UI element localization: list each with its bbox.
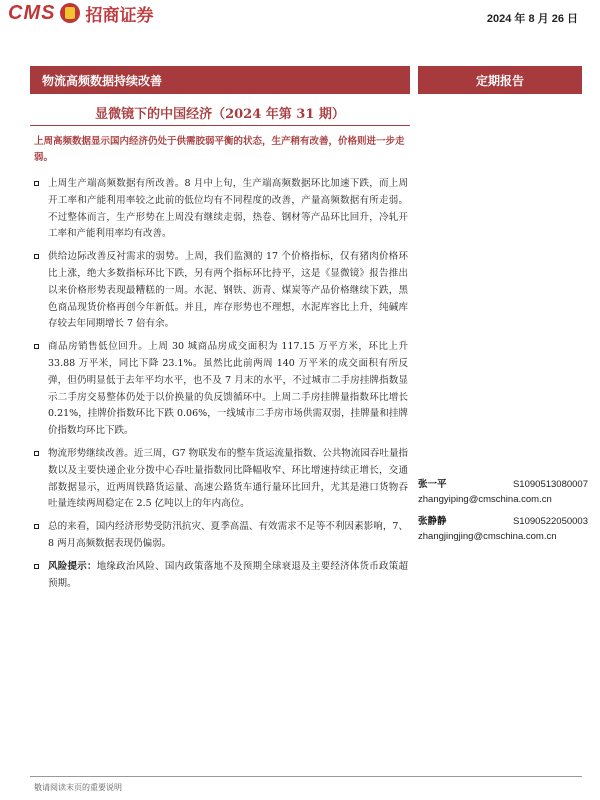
bullet-item <box>32 176 408 243</box>
analyst-card <box>418 478 588 507</box>
report-title: 显微镜下的中国经济（2024 年第 31 期） <box>95 107 345 122</box>
logo-mark-icon <box>60 3 80 23</box>
analyst-name: 张静静 <box>418 516 447 527</box>
report-date: 2024 年 8 月 26 日 <box>486 13 578 25</box>
analyst-cert-id: S1090522050003 <box>512 516 588 527</box>
title-divider <box>30 125 410 126</box>
square-bullet-icon <box>34 254 39 259</box>
bullet-text: 总的来看，国内经济形势受防汛抗灾、夏季高温、有效需求不足等不利因素影响，7、8 两月高频数据表现仍偏弱。 <box>48 521 408 549</box>
square-bullet-icon <box>34 181 39 186</box>
analyst-email[interactable]: zhangjingjing@cmschina.com.cn <box>418 531 557 542</box>
footer-note: 敬请阅读末页的重要说明 <box>34 783 122 792</box>
summary-paragraph: 上周高频数据显示国内经济仍处于供需胶弱平衡的状态，生产稍有改善，价格则进一步走弱。 <box>34 136 405 163</box>
bullet-text: 上周生产端高频数据有所改善。8 月中上旬，生产端高频数据环比加速下跌，而上周开工率和产能利用率较之此前的低位均有不同程度的改善，产量高频数据有所走弱。不过整体而言，生产形势在上周没有继续走弱，热卷、钢材等产品环比回升，冷轧开工率和产能利用率均有改善。 <box>48 178 408 240</box>
analyst-card <box>418 515 588 544</box>
square-bullet-icon <box>34 344 39 349</box>
bullet-item <box>32 446 408 513</box>
brand-logo <box>8 0 153 26</box>
footer-divider <box>30 776 582 777</box>
risk-warning-text: 地缘政治风险、国内政策落地不及预期全球衰退及主要经济体货币政策超预期。 <box>48 560 408 589</box>
report-type-header <box>418 66 582 94</box>
report-type: 定期报告 <box>475 73 524 88</box>
analyst-cert-id: S1090513080007 <box>512 479 588 490</box>
square-bullet-icon <box>34 564 39 569</box>
analyst-name: 张一平 <box>418 479 447 490</box>
logo-latin: CMS <box>8 1 56 24</box>
bullet-text: 物流形势继续改善。近三周，G7 物联发布的整车货运流量指数、公共物流园吞吐量指数以及主要快递企业分拨中心吞吐量指数同比降幅收窄、环比增速持续正增长，交通部数据显示，近两周铁路货运量、高速公路货车通行量环比回升，尤其是港口货物吞吐量连续两周稳定在 2.5 亿吨以上的年内高位。 <box>48 447 408 510</box>
bullet-item <box>32 339 408 440</box>
risk-warning-item <box>32 559 408 593</box>
bullet-item <box>32 519 408 553</box>
square-bullet-icon <box>34 524 39 529</box>
bullet-list <box>32 176 408 598</box>
bullet-item <box>32 249 408 333</box>
bullet-text: 商品房销售低位回升。上周 30 城商品房成交面积为 117.15 万平方米，环比上升 33.88 万平米，同比下降 23.1%。虽然比此前两周 140 万平米的成交面积有所反弹，但仍明显低于去年平均水平，也不及 7 月末的水平，不过城市二手房挂牌指数显示二手房交易整体仍处于以价换量的负反馈循环中。上周二手房挂牌量指数环比增长 0.21%，挂牌价指数环比下跌 0.06%，一线城市二手房市场供需双弱，挂牌量和挂牌价指数均环比下跌。 <box>48 341 408 437</box>
bullet-text: 供给边际改善反衬需求的弱势。上周，我们监测的 17 个价格指标，仅有猪肉价格环比上涨，绝大多数指标环比下跌，另有两个指标环比持平，这是《显微镜》报告推出以来价格形势表现最糟糕的一周。水泥、钢铁、沥青、煤炭等产品价格继续下跌，黑色商品现货价格再创今年新低。并且，库存形势也不理想，水泥库容比上升，纯碱库存较去年同期增长 7 倍有余。 <box>48 251 408 330</box>
analyst-email[interactable]: zhangyiping@cmschina.com.cn <box>418 494 552 505</box>
analyst-panel <box>418 478 588 552</box>
risk-warning-label: 风险提示： <box>48 560 97 572</box>
section-header <box>30 66 410 94</box>
square-bullet-icon <box>34 451 39 456</box>
section-title: 物流高频数据持续改善 <box>42 73 163 88</box>
logo-chinese: 招商证券 <box>85 5 154 26</box>
